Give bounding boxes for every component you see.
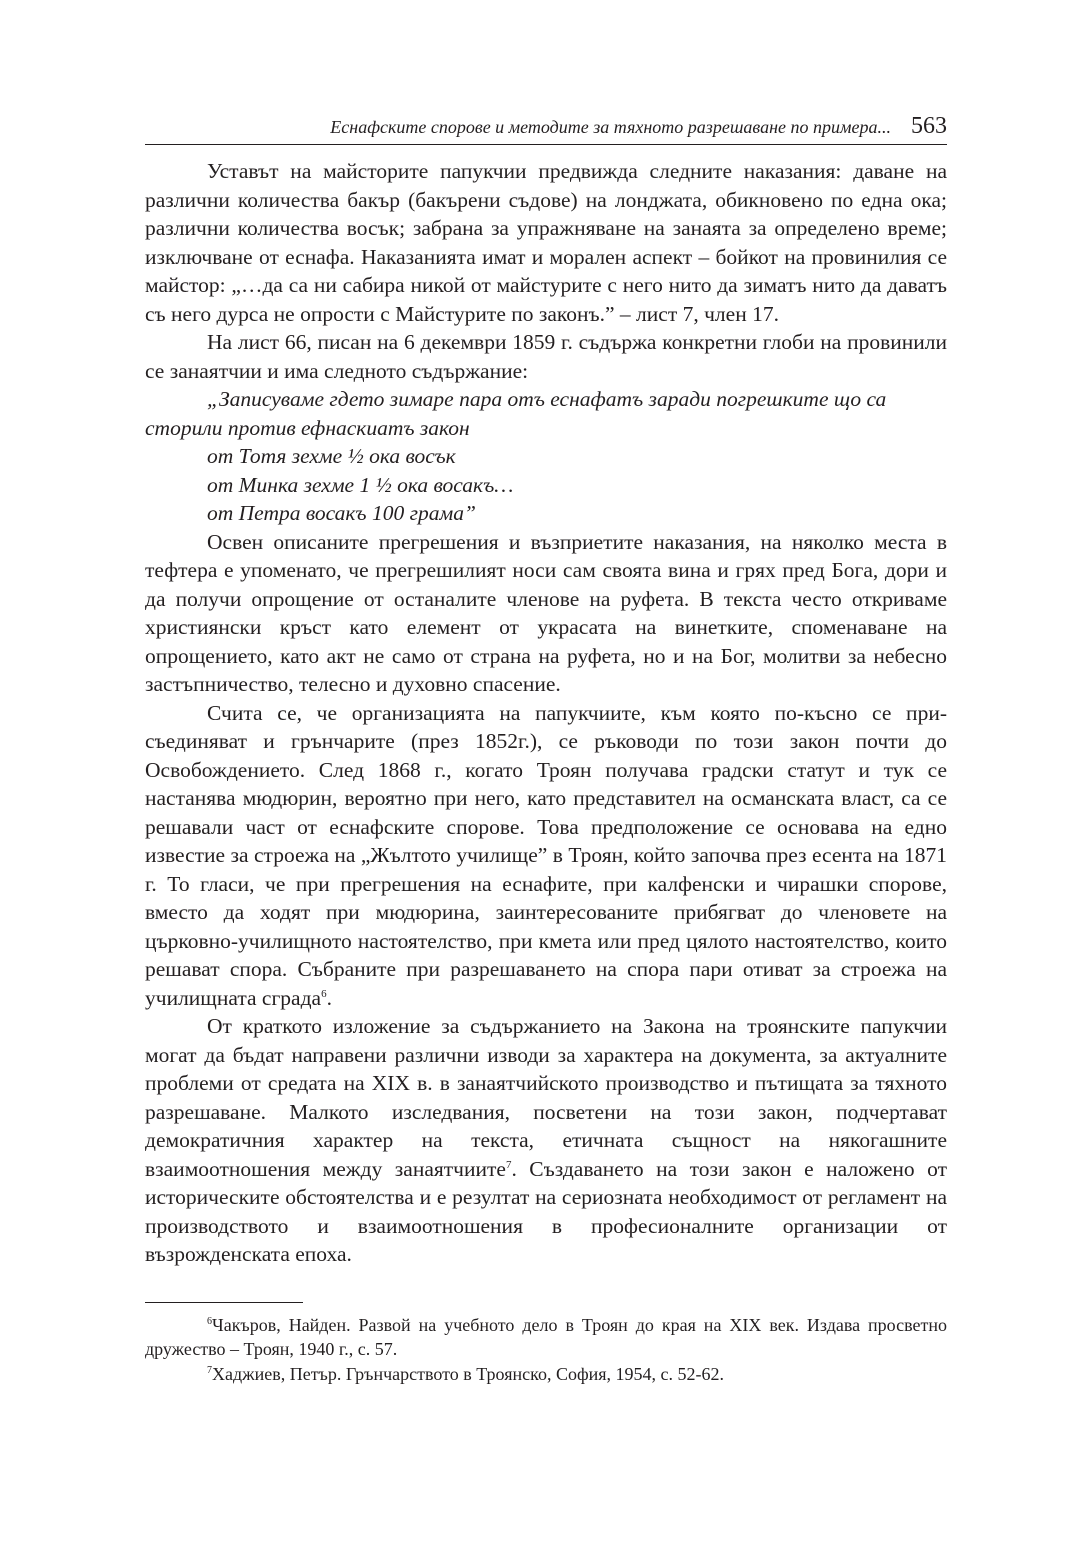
paragraph-5-text-a: От краткото изложение за съдържанието на Закона на троянските папукчии могат да бъдат направени различни изводи за характера на документа, за актуалните проблеми от средата на XIX в. в занаятчийското производство и пътищата за тяхното разрешаване. Малкото изследвания, посветени на този закон, подчертават демократичния характер на текста, етичната същност на някогашните взаимоотношения между занаятчиите bbox=[145, 1014, 947, 1181]
paragraph-1: Уставът на майсторите папукчии предвижда следните наказания: даване на различни количества бакър (бакърени съдове) на лонджата, обикновено по една ока; различни количества восък; забрана за упражняване на занаята за определено време; изключване от еснафа. Наказанията имат и морален аспект – бойкот на провинилия се майстор: „…да са ни сабира никой от майстурите с него нито да зиматъ нито да даватъ съ него дурса не опрости с Майстурите по законъ.” – лист 7, член 17. bbox=[145, 159, 947, 326]
quote-line-1: от Тотя зехме ½ ока восък bbox=[207, 444, 456, 468]
footnotes bbox=[145, 1313, 947, 1387]
footnote-ref-7[interactable]: 7 bbox=[505, 1158, 512, 1171]
paragraph-3: Освен описаните прегрешения и възприетите наказания, на няколко места в тефтера е упоменато, че прегрешилият носи сам своята вина и грях пред Бога, дори и да получи опрощение от останалите членове на руфета. В текста често откриваме християнски кръст като елемент от украсата на винетките, споменаване на опрощението, като акт не само от страна на руфета, но и на Бог, молитви за небесно застъпничество, телесно и духовно спасение. bbox=[145, 529, 947, 696]
page-number: 563 bbox=[911, 113, 947, 139]
footnote-7 bbox=[145, 1362, 947, 1387]
footnote-7-number: 7 bbox=[207, 1364, 212, 1376]
footnote-6 bbox=[145, 1313, 947, 1362]
running-title: Еснафските спорове и методите за тяхното разрешаване по примера... bbox=[330, 117, 891, 137]
quote-line-3: от Петра восакъ 100 грама” bbox=[207, 501, 476, 525]
document-page bbox=[145, 112, 947, 1386]
footnote-divider bbox=[145, 1302, 303, 1303]
body-text bbox=[145, 157, 947, 1269]
footnote-6-text: Чакъров, Найден. Развой на учебното дело в Троян до края на XIX век. Издава просветно дружество – Троян, 1940 г., с. 57. bbox=[145, 1314, 947, 1359]
paragraph-4-text: Счита се, че организацията на папукчиите, към която по-късно се присъединяват и грънчарите (през 1852г.), се ръководи по този закон почти до Освобождението. След 1868 г., когато Троян получава градски статут и тук се настанява мюдюрин, вероятно при него, като представител на османската власт, са се решавали част от еснафските спорове. Това предположение се основава на едно известие за строежа на „Жълтото училище” в Троян, който започва през есента на 1871 г. То гласи, че при прегрешения на еснафите, при калфенски и чирашки спорове, вместо да ходят при мюдюрина, заинтересованите прибягват до членовете на църковно-училищното настоятелство, при кмета или пред цялото настоятелство, които решават спора. Събраните при разрешаването на спора пари отиват за строежа на училищната сграда bbox=[145, 700, 947, 1010]
paragraph-5-text-b: . Създаването на този закон е наложено от историческите обстоятелства и е резултат на сериозната необходимост от регламент на производството и взаимоотношения в професионалните организации от възрожденската епоха. bbox=[145, 1156, 947, 1266]
quote-intro: „Записуваме гдето зимаре пара отъ еснафатъ заради погрешките що са сторили против ефнаскиатъ закон bbox=[145, 387, 887, 440]
footnote-ref-6[interactable]: 6 bbox=[321, 987, 327, 1000]
footnote-7-text: Хаджиев, Петър. Грънчарството в Троянско, София, 1954, с. 52-62. bbox=[212, 1363, 725, 1384]
quote-line-2: от Минка зехме 1 ½ ока восакъ… bbox=[207, 472, 514, 497]
paragraph-5 bbox=[145, 1012, 947, 1269]
paragraph-4: Счита се, че организацията на папукчиите, към която по-късно се присъединяват и грънчарите (през 1852г.), се ръководи по този закон почти до Освобождението. След 1868 г., когато Троян получава градски статут и тук се настанява мюдюрин, вероятно при него, като представител на османската власт, са се решавали част от еснафските спорове. Това предположение се основава на едно известие за строежа на „Жълтото училище” в Троян, който започва през есента на 1871 г. То гласи, че при прегрешения на еснафите, при калфенски и чирашки спорове, вместо да ходят при мюдюрина, заинтересованите прибягват до членовете на църковно-училищното настоятелство, при кмета или пред цялото настоятелство, които решават спора. Събраните при разрешаването на спора пари отиват за строежа на училищната сграда$^6$. bbox=[145, 700, 947, 1010]
quoted-record bbox=[145, 385, 947, 528]
footnote-6-number: 6 bbox=[207, 1315, 212, 1327]
paragraph-2: На лист 66, писан на 6 декември 1859 г. съдържа конкретни глоби на провинили се занаятчии и има следното съдържание: bbox=[145, 330, 947, 383]
running-header bbox=[145, 112, 947, 145]
